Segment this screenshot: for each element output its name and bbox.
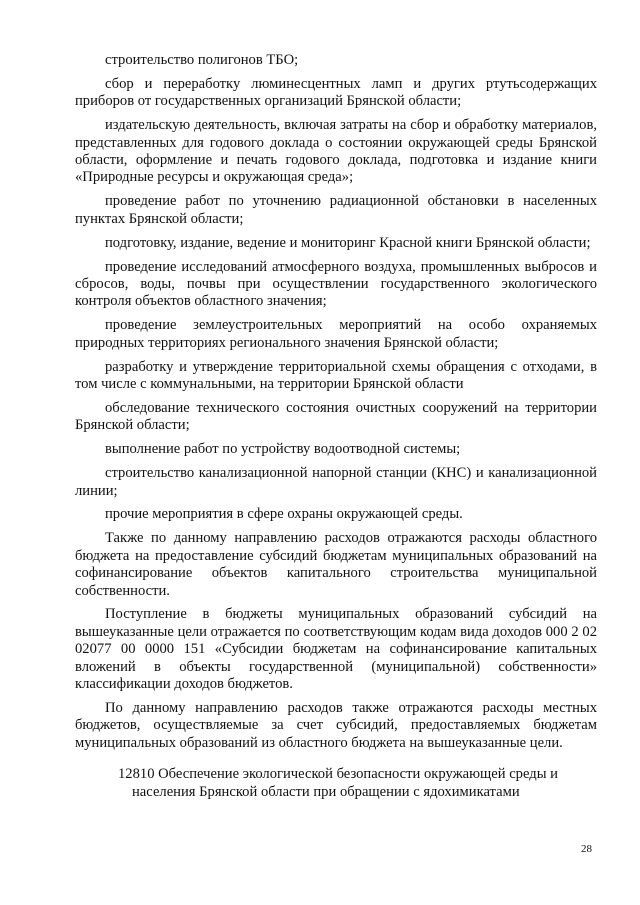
paragraph: выполнение работ по устройству водоотводной системы;	[105, 441, 461, 458]
paragraph: подготовку, издание, ведение и мониторинг Красной книги Брянской области;	[105, 234, 591, 251]
paragraph: обследование технического состояния очистных сооружений на территории Брянской области;	[75, 399, 597, 434]
paragraph: проведение землеустроительных мероприятий на особо охраняемых природных территориях регионального значения Брянской области;	[75, 317, 597, 351]
paragraph: издательскую деятельность, включая затраты на сбор и обработку материалов, представленных для годового доклада о состоянии окружающей среды Брянской области, оформление и печать годового доклада, подготовка и издание книги «Природные ресурсы и окружающая среда»;	[75, 117, 597, 186]
paragraph: По данному направлению расходов также отражаются расходы местных бюджетов, осуществляемые за счет субсидий, предоставляемых бюджетам муниципальных образований из областного бюджета на вышеуказанные цели.	[75, 700, 597, 751]
paragraph: строительство полигонов ТБО;	[105, 52, 299, 68]
paragraph: проведение работ по уточнению радиационной обстановки в населенных пунктах Брянской области;	[75, 193, 597, 227]
paragraph: Также по данному направлению расходов отражаются расходы областного бюджета на предоставление субсидий бюджетам муниципальных образований на софинансирование объектов капитального строительства муниципальной собственности.	[75, 530, 597, 599]
section-heading: 12810 Обеспечение экологической безопасности окружающей среды и населения Брянской области при обращении с ядохимикатами	[118, 766, 558, 800]
paragraph: Поступление в бюджеты муниципальных образований субсидий на вышеуказанные цели отражается по соответствующим кодам вида доходов 000 2 02 02077 00 0000 151 «Субсидии бюджетам на софинансирование капитальных вложений в объекты государственной (муниципальной) собственности» классификации доходов бюджетов.	[75, 606, 597, 693]
paragraph: разработку и утверждение территориальной схемы обращения с отходами, в том числе с коммунальными, на территории Брянской области	[75, 358, 597, 392]
body-text	[75, 52, 597, 759]
page-number: 28	[581, 843, 592, 855]
paragraph: строительство канализационной напорной станции (КНС) и канализационной линии;	[75, 465, 597, 499]
paragraph: сбор и переработку люминесцентных ламп и других ртутьсодержащих приборов от государственных организаций Брянской области;	[75, 75, 597, 110]
paragraph: проведение исследований атмосферного воздуха, промышленных выбросов и сбросов, воды, почвы при осуществлении государственного экологического контроля объектов областного значения;	[75, 258, 597, 310]
paragraph: прочие мероприятия в сфере охраны окружающей среды.	[105, 506, 463, 523]
